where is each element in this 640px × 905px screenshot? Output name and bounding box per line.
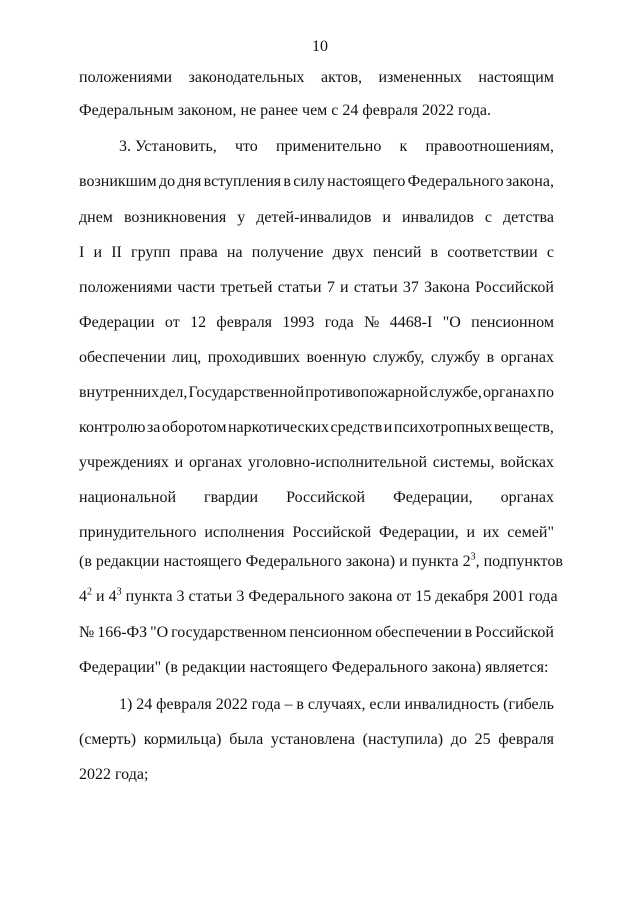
text-line (79, 586, 558, 607)
word: силу (293, 173, 325, 190)
word: в (296, 696, 304, 713)
word: от (164, 314, 180, 331)
word: за (146, 419, 161, 436)
word: днем (79, 209, 113, 226)
word: обеспечении (79, 349, 166, 366)
word: до (450, 731, 467, 748)
text-fragment: пункта 3 статьи 3 Федерального закона от 15 декабря 2001 года (121, 588, 558, 605)
text-segment (79, 552, 476, 572)
word: пенсионном (289, 624, 373, 641)
word: внутренних (79, 384, 160, 401)
text-line (79, 348, 554, 368)
text-line (79, 383, 554, 403)
word: статьи (353, 279, 398, 296)
text-line (79, 313, 554, 333)
text-line: Федеральным законом, не ранее чем с 24 февраля 2022 года. (79, 102, 491, 119)
word: наркотических (227, 419, 329, 436)
superscript: 3 (116, 586, 122, 598)
word: органах (188, 454, 243, 471)
word: если (369, 696, 401, 713)
word: в (464, 624, 473, 641)
word: части (177, 279, 216, 296)
word: и (383, 419, 393, 436)
word: инвалидов (401, 209, 474, 226)
word: у (237, 209, 246, 226)
word: Федерации (79, 314, 155, 331)
word: к (399, 138, 408, 155)
text-line: Федерации" (в редакции настоящего Федерального закона) является: (79, 659, 549, 676)
word: проходивших (207, 349, 300, 366)
word: № (364, 314, 380, 331)
word: актов, (321, 69, 362, 86)
word: и (466, 524, 475, 541)
word: 25 (474, 731, 491, 748)
word: возникшим (79, 173, 157, 190)
word: Российской (286, 489, 366, 506)
word: февраля (216, 314, 273, 331)
word: положениями (79, 69, 173, 86)
word: исполнения (204, 524, 285, 541)
text-line (79, 278, 554, 298)
word: 166-ФЗ (97, 624, 148, 641)
word: 37 (402, 279, 419, 296)
word: службу (430, 349, 481, 366)
word: (наступила) (362, 731, 444, 748)
word: "О (442, 314, 461, 331)
word: по (537, 384, 554, 401)
word: лиц, (172, 349, 202, 366)
word: 12 (190, 314, 207, 331)
word: настоящим (478, 69, 554, 86)
word: их (482, 524, 500, 541)
text-line (79, 551, 563, 572)
word: службу, (372, 349, 425, 366)
word: на (226, 244, 243, 261)
word: 1993 (282, 314, 315, 331)
word: войсках (500, 454, 554, 471)
word: дня (177, 173, 202, 190)
word: третьей (220, 279, 273, 296)
text-line (79, 523, 554, 543)
text-fragment: 4 (79, 588, 87, 605)
word: групп (131, 244, 171, 261)
word: года (251, 696, 281, 713)
word: Федерации, (393, 489, 473, 506)
superscript: 2 (87, 586, 92, 598)
word: и (340, 279, 349, 296)
word: Российской (475, 279, 554, 296)
text-line (79, 623, 554, 643)
word: измененных (378, 69, 462, 86)
word: № (79, 624, 95, 641)
text-line (79, 208, 554, 228)
word: законодательных (188, 69, 305, 86)
superscript: 3 (470, 551, 476, 563)
word: национальной (79, 489, 176, 506)
text-line (79, 453, 554, 473)
word: – (284, 696, 293, 713)
word: и (382, 209, 391, 226)
word: системы, (432, 454, 495, 471)
word: II (111, 244, 122, 261)
word: правоотношениям, (425, 138, 554, 155)
word: инвалидность (404, 696, 500, 713)
word: обеспечении (375, 624, 462, 641)
text-line (79, 488, 554, 508)
word: с (484, 209, 493, 226)
word: и (93, 244, 103, 261)
word: учреждениях (79, 454, 169, 471)
word: вступления (203, 173, 282, 190)
word: кормильца) (143, 731, 222, 748)
word: закона, (505, 173, 554, 190)
word: органах (482, 384, 537, 401)
word: органах (500, 489, 554, 506)
word: февраля (156, 696, 212, 713)
word: органах (500, 349, 554, 366)
word: гвардии (204, 489, 259, 506)
word: с (546, 244, 554, 261)
word: оборотом (161, 419, 227, 436)
word: установлена (270, 731, 355, 748)
word: года (324, 314, 354, 331)
word: средств (330, 419, 383, 436)
page-number: 10 (312, 38, 328, 55)
word: Государственной (188, 384, 305, 401)
word: Российской (475, 624, 554, 641)
word: пенсий (372, 244, 422, 261)
word: противопожарной (305, 384, 429, 401)
text-line (79, 172, 554, 192)
word: 3. Установить, (119, 138, 217, 155)
word: двух (332, 244, 364, 261)
text-line (79, 730, 554, 750)
word: положениями (79, 279, 173, 296)
word: детства (503, 209, 554, 226)
word: 2022 (215, 696, 248, 713)
word: Российской (292, 524, 372, 541)
word: психотропных (393, 419, 493, 436)
word: была (229, 731, 264, 748)
word: детей-инвалидов (256, 209, 372, 226)
word: дел, (160, 384, 188, 401)
word: 4468-I (389, 314, 433, 331)
word: уголовно-исполнительной (248, 454, 428, 471)
word: в (486, 349, 495, 366)
text-line (79, 418, 554, 438)
text-fragment: (в редакции настоящего Федерального закона) и пункта 2 (79, 553, 471, 570)
text-line (79, 243, 554, 263)
paragraph-3-first-line (119, 137, 554, 157)
text-fragment: , подпунктов (475, 553, 563, 570)
text-line: 2022 года; (79, 766, 149, 783)
word: случаях, (307, 696, 366, 713)
word: семей" (507, 524, 554, 541)
word: контролю (79, 419, 146, 436)
word: 1) (119, 696, 133, 713)
word: соответствии (447, 244, 538, 261)
word: I (79, 244, 85, 261)
word: получение (251, 244, 324, 261)
word: до (158, 173, 176, 190)
word: настоящего (327, 173, 406, 190)
word: службе, (429, 384, 482, 401)
word: 24 (136, 696, 153, 713)
word: Федерации, (379, 524, 459, 541)
word: веществ, (493, 419, 554, 436)
word: государственном (171, 624, 287, 641)
word: и (174, 454, 184, 471)
word: пенсионном (471, 314, 554, 331)
word: 7 (326, 279, 335, 296)
word: статьи (277, 279, 322, 296)
word: принудительного (79, 524, 197, 541)
word: (гибель (503, 696, 554, 713)
word: военную (306, 349, 367, 366)
word: Федерального (407, 173, 504, 190)
text-line (79, 68, 554, 88)
word: права (179, 244, 218, 261)
list-item-1-first-line (119, 695, 554, 715)
word: в (430, 244, 439, 261)
word: применительно (275, 138, 382, 155)
word: возникновения (123, 209, 227, 226)
word: (смерть) (79, 731, 137, 748)
text-fragment: и 4 (92, 588, 117, 605)
word: "О (150, 624, 169, 641)
word: что (234, 138, 258, 155)
word: Закона (424, 279, 470, 296)
word: февраля (498, 731, 554, 748)
word: в (283, 173, 291, 190)
